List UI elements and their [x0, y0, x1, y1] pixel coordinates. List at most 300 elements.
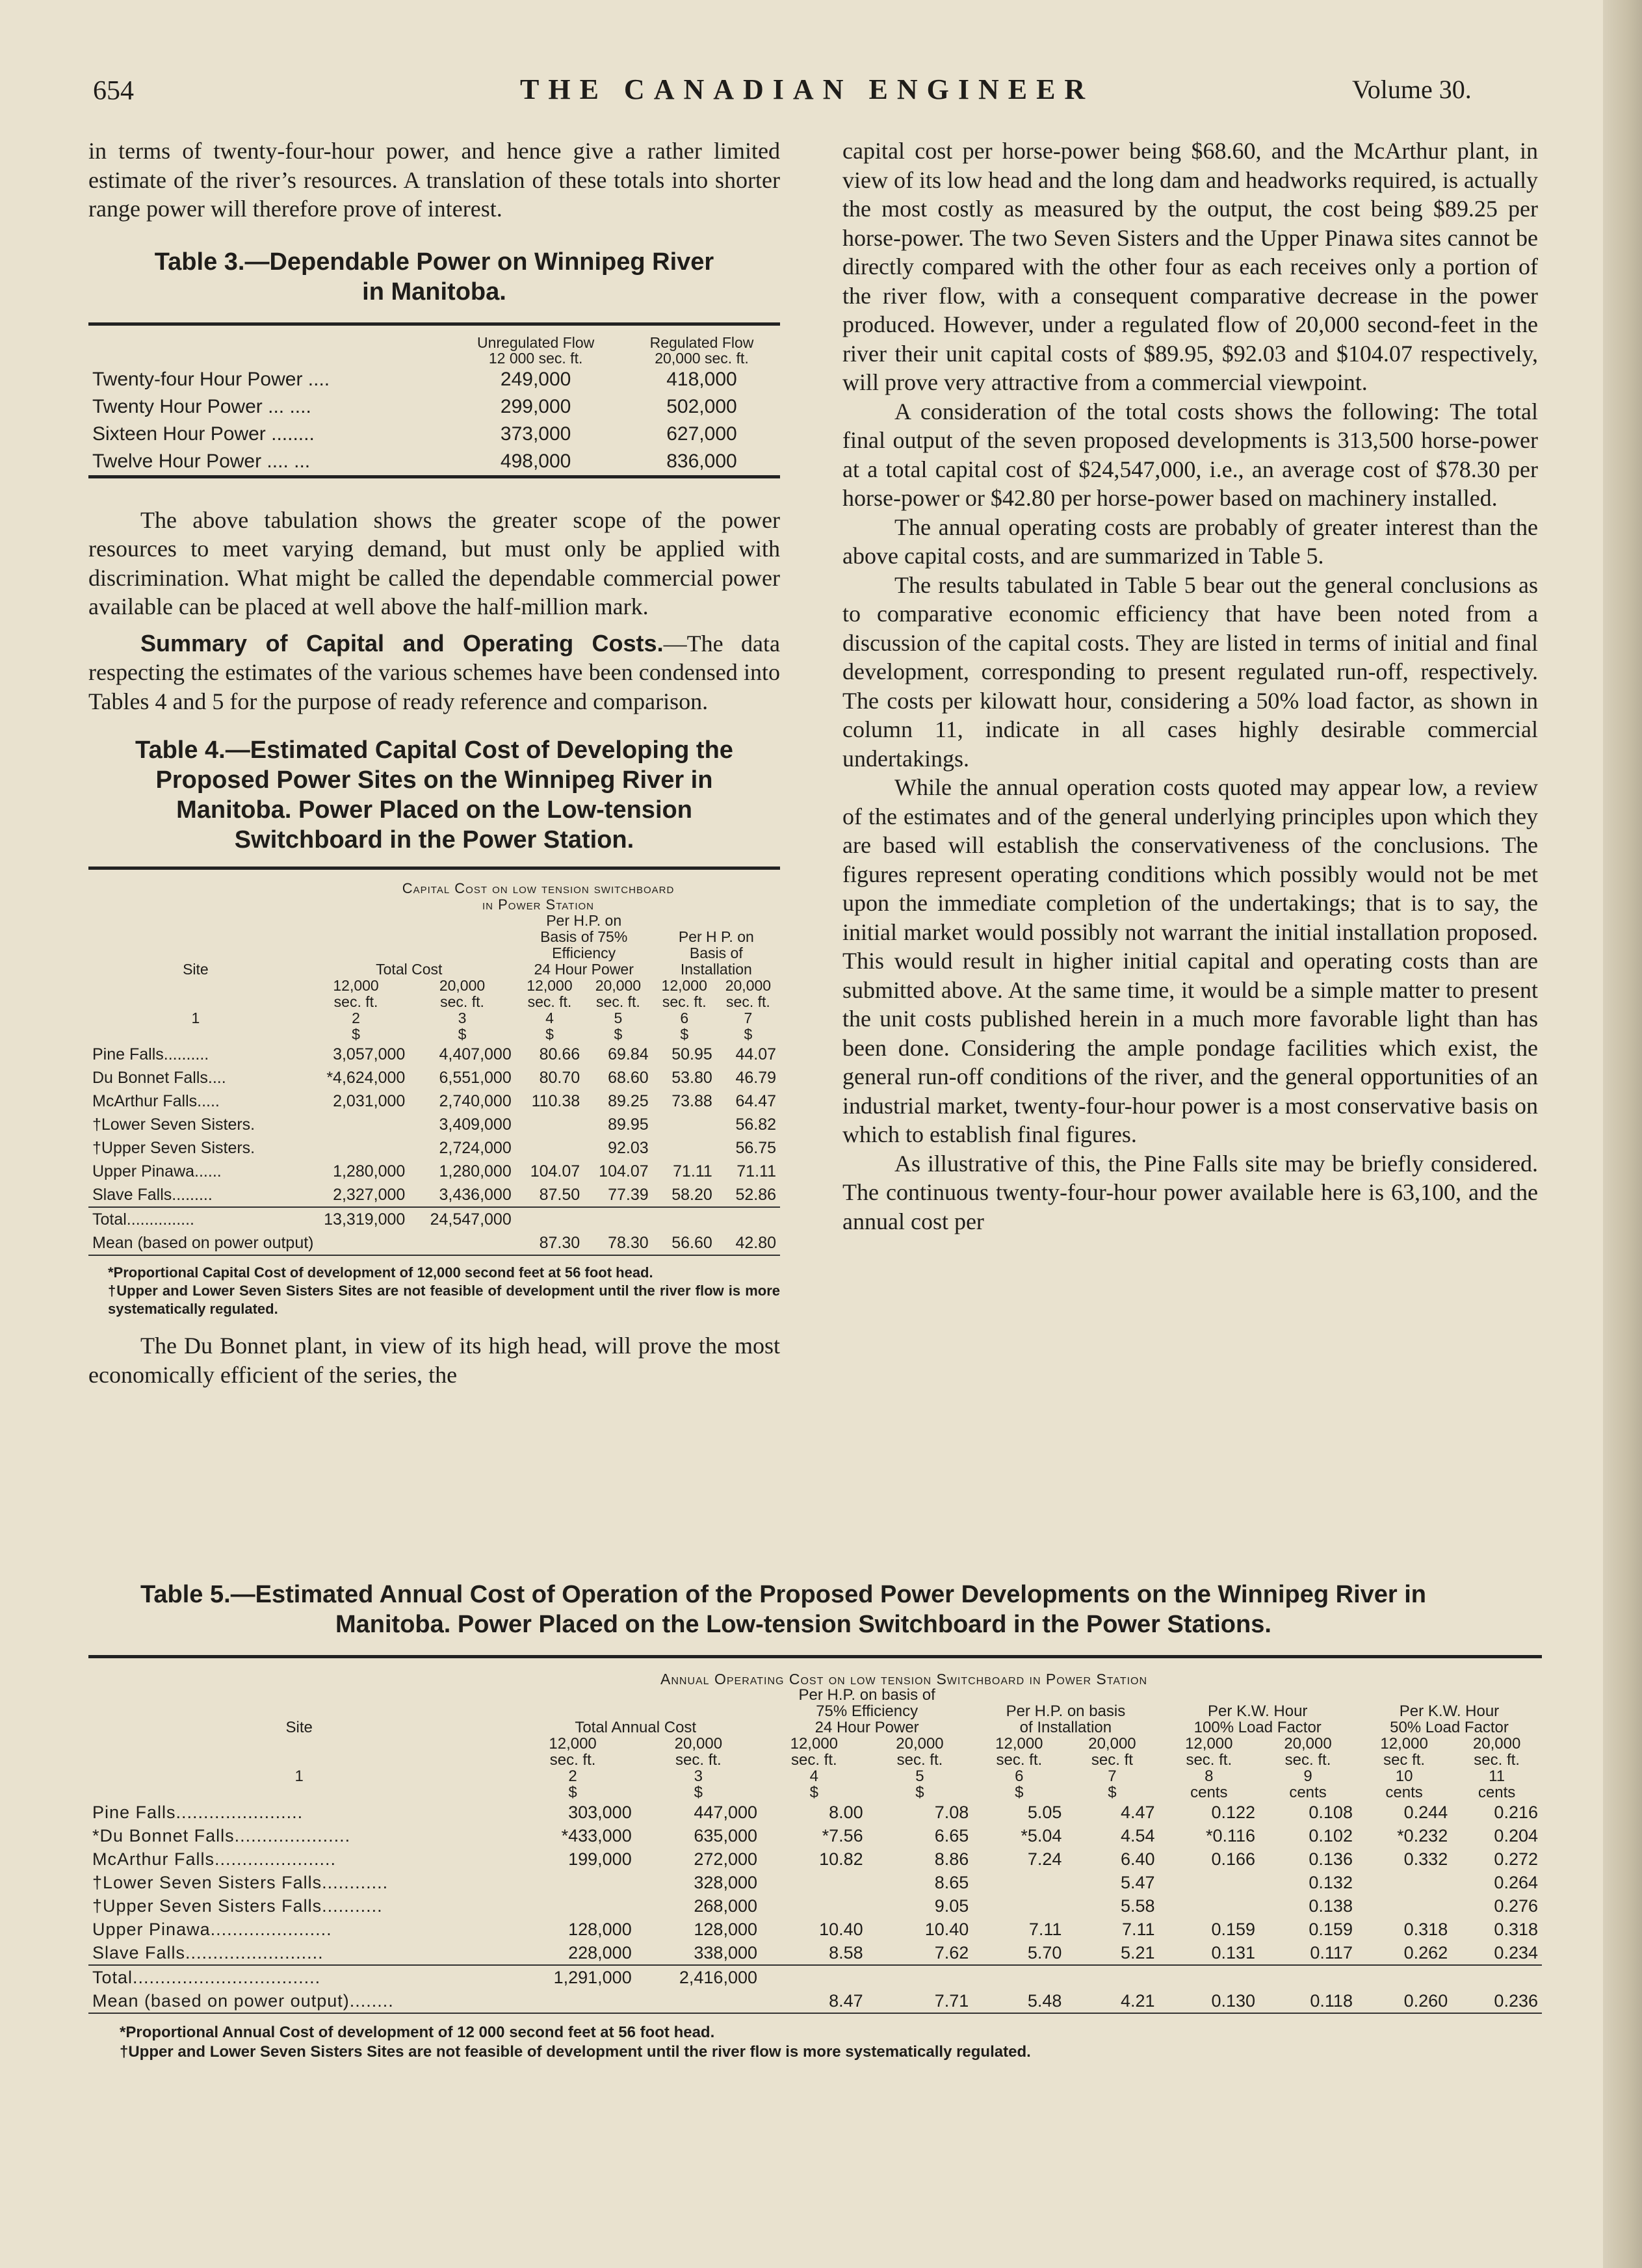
table5-cell: 7.62	[867, 1941, 973, 1965]
table5-head-kw100-1: Per K.W. Hour	[1208, 1702, 1308, 1720]
table5-cell: 4.21	[1065, 1989, 1158, 2013]
table5-unit: $	[915, 1784, 924, 1801]
table5-cell	[761, 1894, 867, 1918]
table5-head-hp	[761, 1687, 972, 1736]
table5-cell	[761, 1871, 867, 1894]
table4-cell: 69.84	[608, 1045, 649, 1063]
table5-cell: 272,000	[694, 1849, 757, 1869]
table5-secft-row	[88, 1752, 1542, 1768]
table4-cell: 56.60	[653, 1231, 716, 1255]
table5-colnum: 6	[1015, 1767, 1024, 1785]
table5-secft: sec. ft.	[1284, 1751, 1331, 1769]
table3-cell: 249,000	[500, 368, 571, 390]
table4-cell: 46.79	[735, 1069, 776, 1087]
table3-cell: 498,000	[500, 450, 571, 472]
table4-head-site: Site	[183, 961, 209, 978]
table4-caption: Table 4.—Estimated Capital Cost of Developing the Proposed Power Sites on the Winnipeg River in Manitoba. Power Placed on the Low-tension Switchboard in the Power Station.	[135, 736, 733, 854]
right-paragraph-4: The results tabulated in Table 5 bear out the general conclusions as to comparative economic efficiency that have been noted from a discussion of the capital costs. They are listed in terms of initial and final development, corresponding to present regulated run-off, respectively. The costs per kilowatt hour, considering a 50% load factor, as shown in column 11, indicate in all cases highly desirable commercial undertakings.	[842, 571, 1538, 772]
table5-cell: 0.234	[1452, 1941, 1542, 1965]
table5-cell: 5.05	[1027, 1803, 1062, 1822]
table5-site: †Lower Seven Sisters Falls............	[92, 1873, 389, 1892]
table5-cell: 4.54	[1120, 1826, 1155, 1845]
table4-cell	[303, 1136, 409, 1160]
table5-cell: 447,000	[694, 1803, 757, 1822]
table5-colnum-row	[88, 1768, 1542, 1784]
table5-cell: 338,000	[636, 1941, 761, 1965]
table5	[88, 1687, 1542, 2014]
table5-cell: 5.47	[1120, 1873, 1155, 1892]
table5-cell: 0.276	[1494, 1896, 1538, 1916]
table-row	[88, 1066, 780, 1089]
table4-colnum: 5	[614, 1010, 623, 1026]
table5-cell: 268,000	[694, 1896, 757, 1916]
table5-cell: 7.24	[1027, 1849, 1062, 1869]
table4-group-head	[88, 880, 780, 913]
table3-col2-head: Regulated Flow	[649, 333, 754, 351]
table5-head-inst-1: Per H.P. on basis	[1006, 1702, 1126, 1720]
table5-cell: 5.70	[972, 1941, 1065, 1965]
table5-cell: 5.48	[972, 1989, 1065, 2013]
table4-cell: 104.07	[599, 1162, 649, 1180]
table5-cell: 0.236	[1452, 1989, 1542, 2013]
left-paragraph-1: in terms of twenty-four-hour power, and hence give a rather limited estimate of the river’s resources. A translation of these totals into shorter range power will therefore prove of interest.	[88, 138, 780, 222]
table5-head-installation	[972, 1687, 1158, 1736]
table4-colnum: 1	[191, 1010, 200, 1026]
table5-colnum: 1	[294, 1767, 304, 1785]
table5-cell: 8.65	[934, 1873, 969, 1892]
table4-secft: sec. ft.	[596, 993, 640, 1010]
table5-head-hp-3: 24 Hour Power	[814, 1719, 919, 1736]
table4-unit: $	[680, 1026, 689, 1043]
table5-cell: 128,000	[694, 1920, 757, 1939]
table4-cell: 77.39	[584, 1183, 652, 1207]
table-row	[88, 1871, 1542, 1894]
table5-flow: 20,000	[896, 1735, 944, 1753]
table5-site: Total..................................	[92, 1968, 321, 1987]
table3-row-label: Twelve Hour Power .... ...	[92, 450, 311, 472]
table4-flow-row	[88, 978, 780, 994]
table5-cell: 7.08	[934, 1803, 969, 1822]
table5-head-hp-1: Per H.P. on basis of	[798, 1686, 935, 1704]
table5-flow: 20,000	[1472, 1735, 1521, 1753]
table5-cell: *433,000	[561, 1826, 632, 1845]
table4-site: Upper Pinawa......	[92, 1162, 222, 1180]
table-row	[88, 448, 780, 475]
table5-cell: 0.132	[1309, 1873, 1353, 1892]
table5-colnum: 4	[809, 1767, 818, 1785]
table3-cell: 502,000	[666, 395, 737, 417]
table-row	[88, 366, 780, 393]
table4-secft: sec. ft.	[440, 993, 484, 1010]
table5-secft: sec. ft	[1091, 1751, 1133, 1769]
table4-cell: 1,280,000	[333, 1162, 406, 1180]
table5-cell: 4.47	[1120, 1803, 1155, 1822]
table5-cell	[1159, 1871, 1260, 1894]
table5-cell: 0.159	[1211, 1920, 1256, 1939]
running-head	[0, 70, 1642, 109]
left-paragraph-4: The Du Bonnet plant, in view of its high head, will prove the most economically efficient of the series, the	[88, 1333, 780, 1388]
table4-site: Mean (based on power output)	[88, 1231, 409, 1255]
table4-cell: 42.80	[716, 1231, 780, 1255]
table5-secft: sec. ft.	[675, 1751, 722, 1769]
table4-flow: 20,000	[595, 977, 642, 994]
table5-note-1: *Proportional Annual Cost of development of 12 000 second feet at 56 foot head.	[120, 2024, 715, 2041]
table5-cell: 0.131	[1159, 1941, 1260, 1965]
table4-cell: 87.50	[515, 1183, 584, 1207]
table5-cell: *5.04	[1021, 1826, 1062, 1845]
table4-cell: *4,624,000	[326, 1069, 406, 1087]
table5-cell: 1,291,000	[553, 1968, 632, 1987]
table5-flow-row	[88, 1736, 1542, 1752]
table4-cell: 6,551,000	[439, 1069, 512, 1087]
table5-total-row	[88, 1965, 1542, 1989]
left-column	[88, 137, 780, 1389]
table4-unit: $	[352, 1026, 360, 1043]
table5-cell: 8.00	[829, 1803, 863, 1822]
table4-colnum: 4	[545, 1010, 554, 1026]
table4-cell: 68.60	[608, 1069, 649, 1087]
table5-cell: 0.272	[1494, 1849, 1538, 1869]
table5-cell: 0.264	[1494, 1873, 1538, 1892]
table-row	[88, 1824, 1542, 1847]
table4-unit: $	[614, 1026, 623, 1043]
table5-head-kw50-2: 50% Load Factor	[1390, 1719, 1509, 1736]
table5-cell: 7.11	[1121, 1920, 1155, 1939]
table5-cell: 7.71	[867, 1989, 973, 2013]
table4-secft: sec. ft.	[527, 993, 572, 1010]
table5-cell: *7.56	[822, 1826, 863, 1845]
table5-cell: 9.05	[934, 1896, 969, 1916]
table3-cell: 373,000	[500, 423, 571, 445]
table5-cell: 0.260	[1357, 1989, 1452, 2013]
table4-head-eff-4: 24 Hour Power	[534, 961, 634, 978]
table4-unit: $	[545, 1026, 554, 1043]
table4-site: †Upper Seven Sisters.	[92, 1139, 255, 1157]
table-row	[88, 1918, 1542, 1941]
table5-cell: 5.21	[1065, 1941, 1158, 1965]
table5-cell: 6.65	[934, 1826, 969, 1845]
table4-flow: 12,000	[527, 977, 573, 994]
table-row	[88, 1183, 780, 1207]
table4-head-eff-2: Basis of 75%	[540, 928, 628, 945]
table4-cell: 89.95	[608, 1115, 649, 1134]
table4-head-eff-1: Per H.P. on	[546, 912, 622, 929]
table5-cell: 10.82	[819, 1849, 863, 1869]
table5-head-hp-2: 75% Efficiency	[816, 1702, 919, 1720]
table5-cell: 6.40	[1120, 1849, 1155, 1869]
table4-flow: 12,000	[333, 977, 379, 994]
table3-cell: 299,000	[500, 395, 571, 417]
table4-flow: 12,000	[661, 977, 707, 994]
table4-cell: 58.20	[653, 1183, 716, 1207]
table3-header-row	[88, 326, 780, 366]
left-paragraph-3-text: —The data respecting the estimates of the various schemes have been condensed into Tables 4 and 5 for the purpose of ready reference and comparison.	[88, 630, 780, 714]
table-row	[88, 1801, 1542, 1824]
table4-cell: 56.75	[735, 1139, 776, 1157]
table5-secft: sec ft.	[1383, 1751, 1426, 1769]
table-row	[88, 1136, 780, 1160]
table4-site: †Lower Seven Sisters.	[92, 1115, 255, 1134]
section-heading: Summary of Capital and Operating Costs.	[140, 629, 664, 657]
table4-colnum: 6	[680, 1010, 689, 1026]
table4-unit: $	[458, 1026, 467, 1043]
table5-cell: 0.318	[1403, 1920, 1448, 1939]
table4-head-total: Total Cost	[376, 961, 443, 978]
table3-cell: 418,000	[666, 368, 737, 390]
table3-cell: 836,000	[666, 450, 737, 472]
table-row	[88, 1043, 780, 1066]
table4-cell: 110.38	[531, 1092, 580, 1110]
table4-cell	[515, 1136, 584, 1160]
table5-site: †Upper Seven Sisters Falls...........	[92, 1896, 383, 1916]
table5-secft: sec. ft.	[1186, 1751, 1232, 1769]
table5-cell	[1357, 1871, 1452, 1894]
table5-cell: 0.108	[1309, 1803, 1353, 1822]
table5-flow: 12,000	[1380, 1735, 1428, 1753]
page-number: 654	[93, 76, 134, 106]
table4-cell: 1,280,000	[439, 1162, 512, 1180]
table5-colnum: 2	[568, 1767, 577, 1785]
table5-cell: 0.204	[1494, 1826, 1538, 1845]
table5-colnum: 8	[1205, 1767, 1214, 1785]
table5-cell: 0.216	[1494, 1803, 1538, 1822]
table5-colnum: 3	[694, 1767, 703, 1785]
table5-mean-row	[88, 1989, 1542, 2013]
table5-colnum: 5	[915, 1767, 924, 1785]
table4-secft-row	[88, 994, 780, 1010]
table5-secft: sec. ft.	[1474, 1751, 1520, 1769]
table5-unit: $	[694, 1784, 703, 1801]
table5-cell	[972, 1894, 1065, 1918]
table4-cell	[303, 1113, 409, 1136]
table5-cell: 0.262	[1357, 1941, 1452, 1965]
table5-cell: 0.138	[1309, 1896, 1353, 1916]
table5-cell: *0.116	[1205, 1826, 1256, 1845]
table5-unit: $	[809, 1784, 818, 1801]
table5-group-head: Annual Operating Cost on low tension Switchboard in Power Station	[660, 1671, 1148, 1688]
table4-unit-row	[88, 1026, 780, 1043]
table4-cell: 3,436,000	[409, 1183, 515, 1207]
table4-cell: 4,407,000	[439, 1045, 512, 1063]
page-edge	[1603, 0, 1642, 2268]
table4-cell: 73.88	[671, 1092, 712, 1110]
table-row	[88, 1160, 780, 1183]
right-paragraph-6: As illustrative of this, the Pine Falls site may be briefly considered. The continuous twenty-four-hour power available here is 63,100, and the annual cost per	[842, 1150, 1538, 1234]
table4-cell: 71.11	[673, 1162, 712, 1180]
table5-cell: 0.159	[1309, 1920, 1353, 1939]
table4-colnum-row	[88, 1010, 780, 1026]
table4-cell: 80.66	[539, 1045, 580, 1063]
table-row	[88, 1089, 780, 1113]
table4-head-inst-2: Basis of	[689, 945, 743, 961]
table5-cell: 8.86	[934, 1849, 969, 1869]
table-row	[88, 1847, 1542, 1871]
table3-col1-flow: 12 000 sec. ft.	[488, 349, 583, 367]
table4-secft: sec. ft.	[333, 993, 378, 1010]
table5-cell: 0.166	[1211, 1849, 1256, 1869]
table4-site: Du Bonnet Falls....	[92, 1069, 226, 1087]
table4-cell: 2,031,000	[333, 1092, 406, 1110]
table5-cell: 0.244	[1403, 1803, 1448, 1822]
table4-site: Pine Falls..........	[92, 1045, 209, 1063]
right-paragraph-1: capital cost per horse-power being $68.60, and the McArthur plant, in view of its low head and the long dam and headworks required, is actually the most costly as measured by the output, the cost being $89.25 per horse-power. The two Seven Sisters and the Upper Pinawa sites cannot be directly compared with the other four as each receives only a portion of the river flow, with a consequent comparative decrease in the power produced. However, under a regulated flow of 20,000 second-feet in the river their unit capital costs of $89.95, $92.03 and $104.07 respectively, will prove very attractive from a commercial viewpoint.	[842, 138, 1538, 395]
table5-site: *Du Bonnet Falls.....................	[92, 1826, 351, 1845]
table4-flow: 20,000	[725, 977, 772, 994]
table5-cell: 0.318	[1494, 1920, 1538, 1939]
table3-row-label: Sixteen Hour Power ........	[92, 423, 315, 445]
table-row	[88, 393, 780, 421]
table5-cell: 8.58	[761, 1941, 867, 1965]
table5-site: Slave Falls.........................	[88, 1941, 510, 1965]
table5-unit: cents	[1385, 1784, 1423, 1801]
table4-cell: 3,409,000	[439, 1115, 512, 1134]
table4-site: McArthur Falls.....	[92, 1092, 220, 1110]
table5-cell: 5.58	[1120, 1896, 1155, 1916]
table5-unit: cents	[1190, 1784, 1228, 1801]
table5-cell: 2,416,000	[679, 1968, 757, 1987]
table5-flow: 12,000	[549, 1735, 597, 1753]
table5-flow: 20,000	[1284, 1735, 1332, 1753]
table5-flow: 20,000	[1088, 1735, 1136, 1753]
table4-cell: 80.70	[539, 1069, 580, 1087]
table3	[88, 326, 780, 475]
table3-cell: 627,000	[666, 423, 737, 445]
left-paragraph-2: The above tabulation shows the greater scope of the power resources to meet varying demand, but must only be applied with discrimination. What might be called the dependable commercial power available can be placed at well above the half-million mark.	[88, 506, 780, 619]
table4-cell: 44.07	[735, 1045, 776, 1063]
table4-cell: 71.11	[736, 1162, 776, 1180]
table5-caption-line-1: Table 5.—Estimated Annual Cost of Operation of the Proposed Power Developments on the Winnipeg River in	[140, 1581, 1427, 1608]
table-row	[88, 1113, 780, 1136]
table4-cell: 53.80	[671, 1069, 712, 1087]
table5-cell: 7.11	[1028, 1920, 1062, 1939]
table5-site: Upper Pinawa......................	[92, 1920, 332, 1939]
table5-cell: 635,000	[694, 1826, 757, 1845]
table5-unit: $	[1015, 1784, 1024, 1801]
table4-cell: 13,319,000	[324, 1210, 406, 1229]
table5-head-kw100-2: 100% Load Factor	[1193, 1719, 1322, 1736]
table5-cell: 0.102	[1309, 1826, 1353, 1845]
table5-cell	[510, 1871, 635, 1894]
table5-unit: cents	[1289, 1784, 1327, 1801]
table4-head-eff-3: Efficiency	[552, 945, 616, 961]
table4-flow: 20,000	[439, 977, 486, 994]
table4-note-1: *Proportional Capital Cost of development of 12,000 second feet at 56 foot head.	[108, 1264, 653, 1281]
table4-group-head-line-2: in Power Station	[482, 896, 594, 913]
table3-row-label: Twenty Hour Power ... ....	[92, 395, 311, 417]
table5-head-kw50	[1357, 1687, 1542, 1736]
table5-cell: 228,000	[510, 1941, 635, 1965]
table5-cell: 0.117	[1259, 1941, 1357, 1965]
table4-cell: 52.86	[716, 1183, 780, 1207]
table5-cell: 199,000	[568, 1849, 632, 1869]
table4-colnum: 3	[458, 1010, 467, 1026]
right-paragraph-3: The annual operating costs are probably of greater interest than the above capital costs, and are summarized in Table 5.	[842, 514, 1538, 569]
table5-head-total: Total Annual Cost	[575, 1719, 697, 1736]
table-row	[88, 421, 780, 448]
table5-site: McArthur Falls......................	[92, 1849, 337, 1869]
table5-cell: 0.122	[1211, 1803, 1256, 1822]
table4-cell: 56.82	[735, 1115, 776, 1134]
table3-row-label: Twenty-four Hour Power ....	[92, 368, 330, 390]
table4-secft: sec. ft.	[662, 993, 707, 1010]
table4-group-head-line-1: Capital Cost on low tension switchboard	[402, 880, 675, 896]
table3-col1-head: Unregulated Flow	[476, 333, 595, 351]
table4-note-2: †Upper and Lower Seven Sisters Sites are not feasible of development until the river flow is more systematically regulated.	[108, 1283, 780, 1317]
table4-cell	[653, 1136, 716, 1160]
table4-header-row	[88, 913, 780, 978]
table5-colnum: 7	[1108, 1767, 1117, 1785]
table4-cell: 50.95	[671, 1045, 712, 1063]
table4-cell: 92.03	[608, 1139, 649, 1157]
table5-unit: $	[1108, 1784, 1117, 1801]
table5-cell	[1357, 1894, 1452, 1918]
table-row	[88, 1894, 1542, 1918]
table5-head-kw50-1: Per K.W. Hour	[1399, 1702, 1500, 1720]
table5-flow: 20,000	[674, 1735, 723, 1753]
table5-cell: 10.40	[924, 1920, 969, 1939]
table5-cell: 10.40	[819, 1920, 863, 1939]
table4-cell	[515, 1113, 584, 1136]
table5-cell: *0.232	[1397, 1826, 1448, 1845]
table5-colnum: 9	[1303, 1767, 1312, 1785]
table5-head-kw100	[1159, 1687, 1357, 1736]
table5-cell: 0.136	[1309, 1849, 1353, 1869]
table4-cell: 89.25	[608, 1092, 649, 1110]
table4-cell: 2,724,000	[439, 1139, 512, 1157]
table5-flow: 12,000	[1185, 1735, 1233, 1753]
table5-cell: 0.130	[1159, 1989, 1260, 2013]
table4-cell: 78.30	[584, 1231, 652, 1255]
table5-cell: 8.47	[761, 1989, 867, 2013]
table4-cell	[653, 1113, 716, 1136]
table5-cell: 303,000	[568, 1803, 632, 1822]
table4-site: Slave Falls.........	[88, 1183, 303, 1207]
right-column	[842, 137, 1538, 1236]
table4-mean-row	[88, 1231, 780, 1255]
table4-secft: sec. ft.	[726, 993, 770, 1010]
table5-head-site: Site	[285, 1719, 313, 1736]
table5-caption-line-2: Manitoba. Power Placed on the Low-tension Switchboard in the Power Stations.	[335, 1611, 1271, 1638]
table5-unit: cents	[1478, 1784, 1516, 1801]
table4-head-inst-1: Per H P. on	[678, 928, 754, 945]
table4-cell: 24,547,000	[430, 1210, 512, 1229]
table4	[88, 913, 780, 1256]
table5-cell: 0.332	[1403, 1849, 1448, 1869]
table5-colnum: 11	[1489, 1767, 1505, 1785]
table4-colnum: 7	[744, 1010, 753, 1026]
table5-flow: 12,000	[790, 1735, 839, 1753]
table4-colnum: 2	[352, 1010, 360, 1026]
table5-cell: 128,000	[568, 1920, 632, 1939]
table5-secft: sec. ft.	[896, 1751, 943, 1769]
table4-head-efficiency	[515, 913, 653, 978]
table5-secft: sec. ft.	[549, 1751, 596, 1769]
table5-header-row	[88, 1687, 1542, 1736]
table5-site: Pine Falls.......................	[92, 1803, 304, 1822]
table-row	[88, 1941, 1542, 1965]
left-paragraph-3	[88, 629, 780, 716]
table3-col2-flow: 20,000 sec. ft.	[655, 349, 749, 367]
table5-cell	[972, 1871, 1065, 1894]
table4-cell: 64.47	[735, 1092, 776, 1110]
table4-head-inst-3: Installation	[680, 961, 752, 978]
table3-caption: Table 3.—Dependable Power on Winnipeg River in Manitoba.	[154, 248, 714, 306]
table5-unit-row	[88, 1784, 1542, 1801]
table4-cell: 87.30	[515, 1231, 584, 1255]
table5-block	[88, 1580, 1542, 2062]
table5-unit: $	[568, 1784, 577, 1801]
journal-title: THE CANADIAN ENGINEER	[520, 73, 1095, 105]
